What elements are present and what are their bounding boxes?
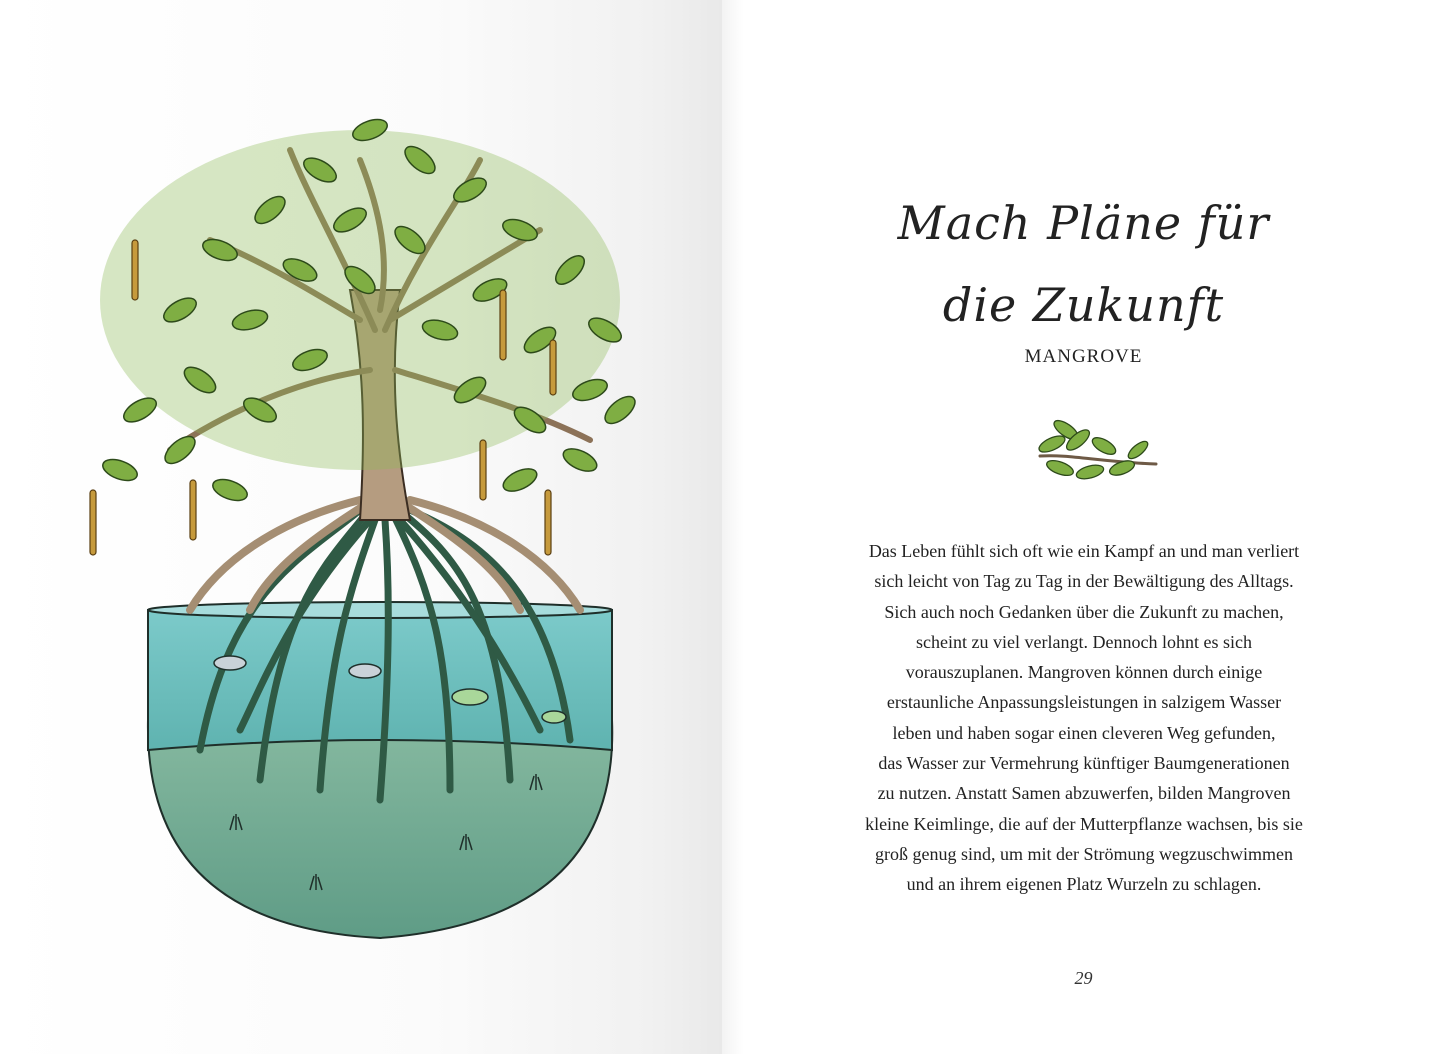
title-line: Mach Pläne für [897,196,1270,250]
body-line: groß genug sind, um mit der Strömung wegzuschwimmen [875,843,1293,864]
page-subtitle: MANGROVE [1024,346,1143,367]
page-number: 29 [1074,968,1093,988]
body-line: zu nutzen. Anstatt Samen abzuwerfen, bilden Mangroven [877,783,1291,804]
body-line: vorauszuplanen. Mangroven können durch einige [905,662,1263,683]
body-line: kleine Keimlinge, die auf der Mutterpflanze wachsen, bis sie [865,813,1303,834]
body-line: erstaunliche Anpassungsleistungen in salzigem Wasser [886,692,1282,713]
page-title [722,182,1445,346]
body-line: leben und haben sogar einen cleveren Weg gefunden, [892,722,1276,743]
body-line: sich leicht von Tag zu Tag in der Bewältigung des Alltags. [874,571,1294,592]
body-line: scheint zu viel verlangt. Dennoch lohnt es sich [916,631,1252,652]
body-line: Sich auch noch Gedanken über die Zukunft zu machen, [884,601,1284,622]
body-line: und an ihrem eigenen Platz Wurzeln zu schlagen. [906,874,1262,895]
leaf-sprig-icon [1030,406,1162,488]
body-line: das Wasser zur Vermehrung künftiger Baumgenerationen [878,753,1290,774]
body-paragraph [812,536,1356,900]
mangrove-illustration [60,90,660,970]
body-line: Das Leben fühlt sich oft wie ein Kampf an und man verliert [868,541,1300,561]
title-line: die Zukunft [942,278,1225,332]
left-page [0,0,722,1054]
